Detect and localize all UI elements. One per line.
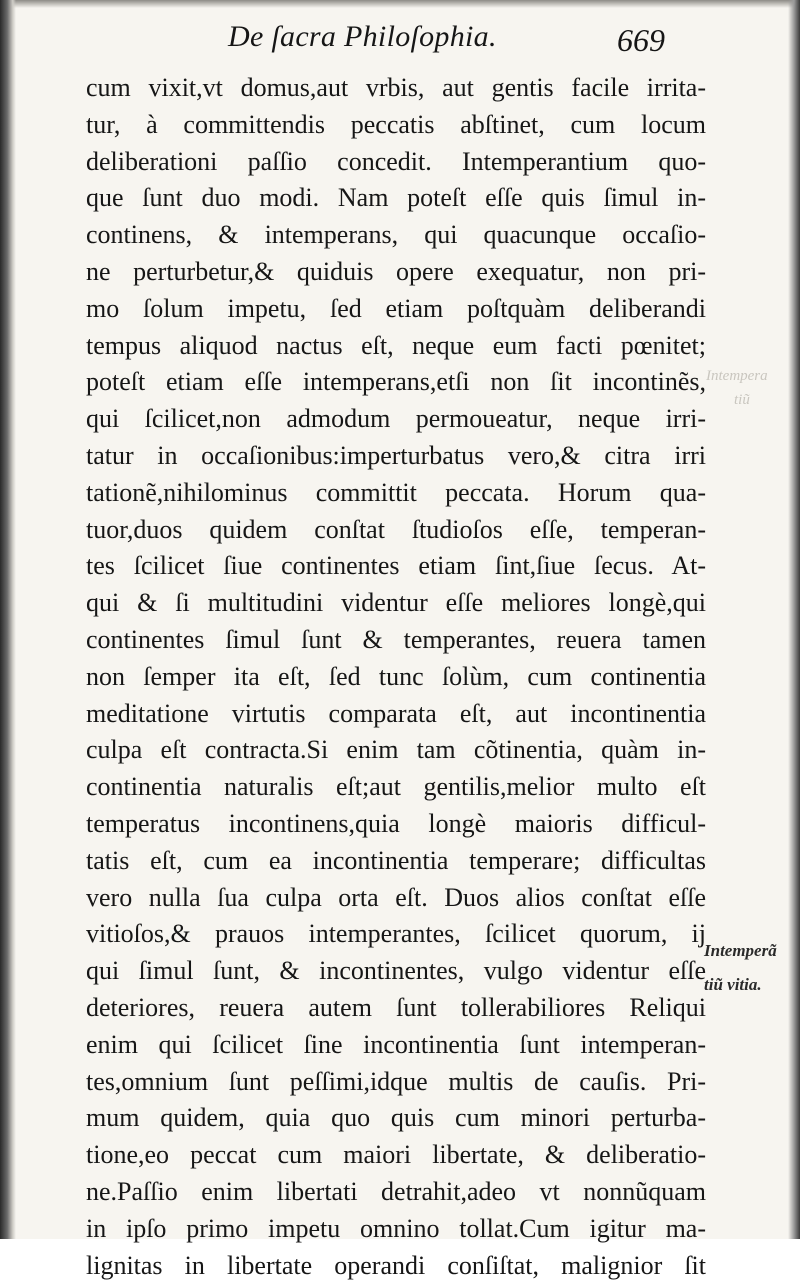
text-line: deteriores, reuera autem ſunt tollerabiliores Reliqui	[86, 990, 706, 1027]
text-line: continentes ſimul ſunt & temperantes, reuera tamen	[86, 622, 706, 659]
text-line: tatur in occaſionibus:imperturbatus vero,& citra irri	[86, 438, 706, 475]
text-line: meditatione virtutis comparata eſt, aut incontinentia	[86, 696, 706, 733]
text-line: temperatus incontinens,quia longè maioris difficul-	[86, 806, 706, 843]
text-line: tatis eſt, cum ea incontinentia temperare; difficultas	[86, 843, 706, 880]
text-line: vitioſos,& prauos intemperantes, ſcilicet quorum, ij	[86, 916, 706, 953]
text-line: ne perturbetur,& quiduis opere exequatur, non pri-	[86, 254, 706, 291]
page-top-edge	[0, 0, 800, 8]
text-line: non ſemper ita eſt, ſed tunc ſolùm, cum continentia	[86, 659, 706, 696]
bleed-through-text: Intempera	[706, 368, 768, 385]
page-edge-shadow-right	[788, 0, 800, 1239]
text-line: tes,omnium ſunt peſſimi,idque multis de cauſis. Pri-	[86, 1064, 706, 1101]
marginal-note	[704, 934, 796, 1002]
text-line: qui ſcilicet,non admodum permoueatur, neque irri-	[86, 401, 706, 438]
text-line: mum quidem, quia quo quis cum minori perturba-	[86, 1100, 706, 1137]
running-head-title: De ſacra Philoſophia.	[228, 20, 497, 54]
binding-shadow-left	[0, 0, 16, 1239]
bleed-through-text: tiũ	[734, 392, 750, 409]
text-line: tur, à committendis peccatis abſtinet, cum locum	[86, 107, 706, 144]
text-line: que ſunt duo modi. Nam poteſt eſſe quis ſimul in-	[86, 180, 706, 217]
text-line: tione,eo peccat cum maiori libertate, & deliberatio-	[86, 1137, 706, 1174]
text-line: continens, & intemperans, qui quacunque occaſio-	[86, 217, 706, 254]
text-line: poteſt etiam eſſe intemperans,etſi non ſit incontinẽs,	[86, 364, 706, 401]
text-line: enim qui ſcilicet ſine incontinentia ſunt intemperan-	[86, 1027, 706, 1064]
text-line: tationẽ,nihilominus committit peccata. Horum qua-	[86, 475, 706, 512]
text-line: tes ſcilicet ſiue continentes etiam ſint,ſiue ſecus. At-	[86, 548, 706, 585]
text-line: mo ſolum impetu, ſed etiam poſtquàm deliberandi	[86, 291, 706, 328]
marginal-note-line: tiũ vitia.	[704, 968, 796, 1002]
text-line: cum vixit,vt domus,aut vrbis, aut gentis facile irrita-	[86, 70, 706, 107]
text-line: ne.Paſſio enim libertati detrahit,adeo vt nonnũquam	[86, 1174, 706, 1211]
page-number: 669	[617, 22, 665, 59]
text-line: tuor,duos quidem conſtat ſtudioſos eſſe, temperan-	[86, 512, 706, 549]
marginal-note-line: Intemperã	[704, 934, 796, 968]
text-line: in ipſo primo impetu omnino tollat.Cum igitur ma-	[86, 1211, 706, 1248]
text-line: vero nulla ſua culpa orta eſt. Duos alios conſtat eſſe	[86, 880, 706, 917]
text-line: qui ſimul ſunt, & incontinentes, vulgo videntur eſſe	[86, 953, 706, 990]
text-line: qui & ſi multitudini videntur eſſe meliores longè,qui	[86, 585, 706, 622]
text-line: deliberationi paſſio concedit. Intemperantium quo-	[86, 144, 706, 181]
body-text	[86, 70, 706, 1284]
text-line: continentia naturalis eſt;aut gentilis,melior multo eſt	[86, 769, 706, 806]
text-line: culpa eſt contracta.Si enim tam cõtinentia, quàm in-	[86, 732, 706, 769]
text-line: tempus aliquod nactus eſt, neque eum facti pœnitet;	[86, 328, 706, 365]
text-line: lignitas in libertate operandi conſiſtat, malignior ſit	[86, 1248, 706, 1284]
